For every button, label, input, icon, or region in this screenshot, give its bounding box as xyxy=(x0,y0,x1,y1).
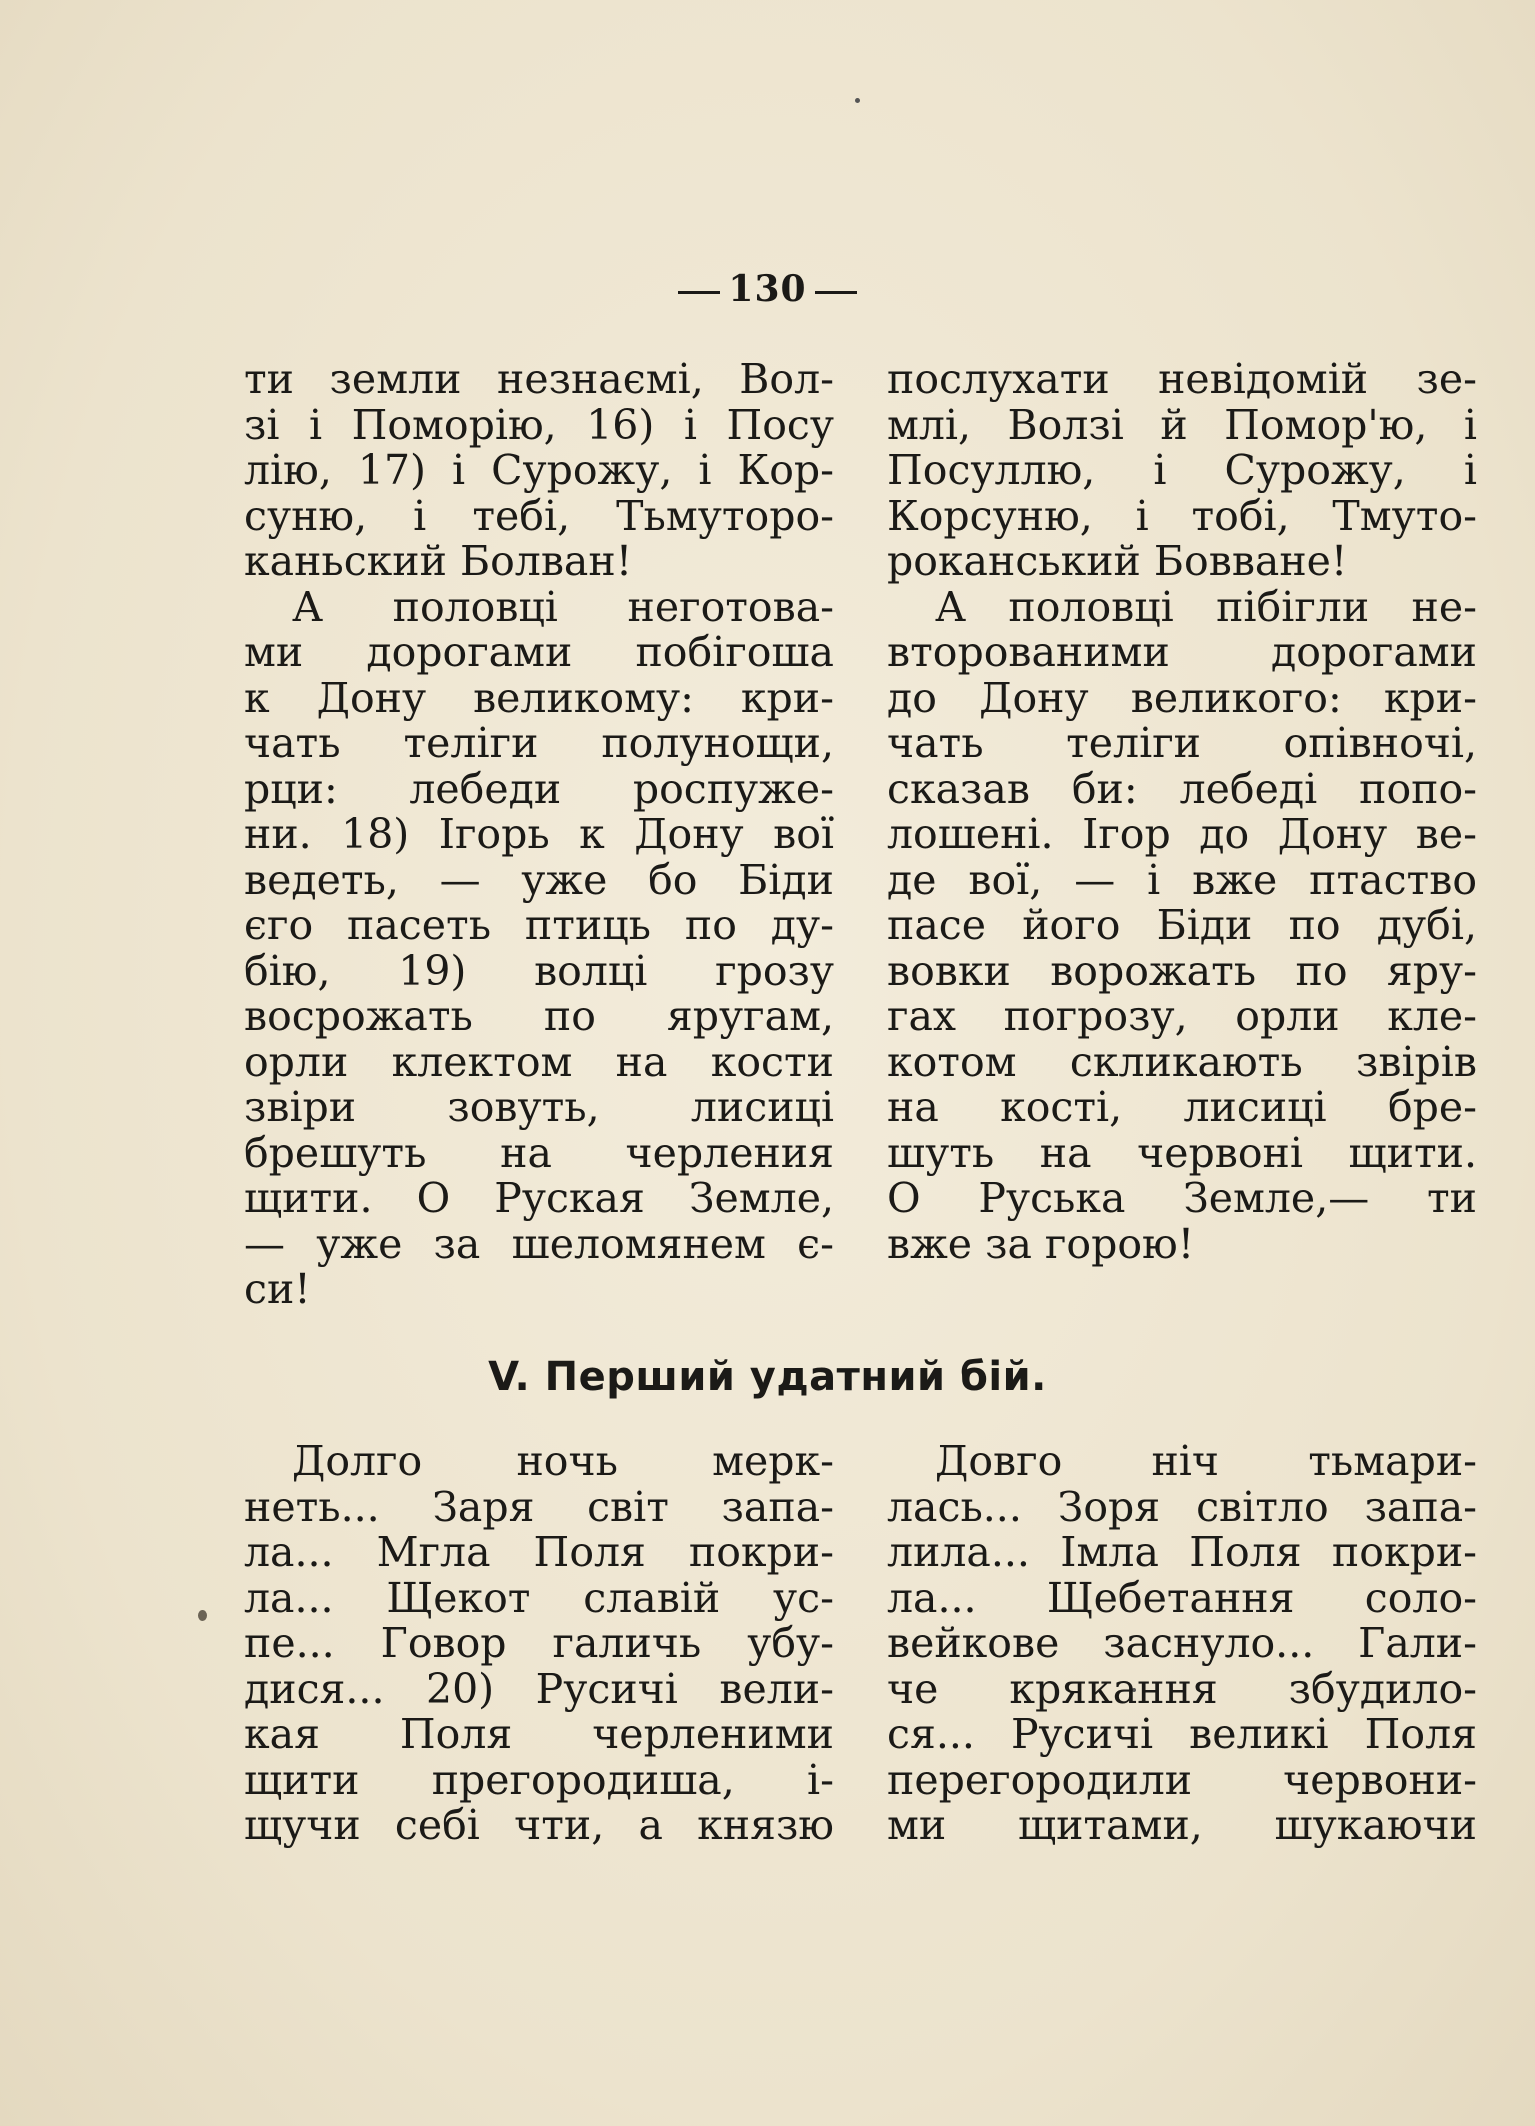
text-line: ла... Щебетання соло- xyxy=(887,1573,1477,1622)
text-line: ми щитами, шукаючи xyxy=(887,1801,1477,1849)
text-line: де вої, — і вже птаство xyxy=(887,855,1477,904)
text-line: перегородили червони- xyxy=(887,1755,1477,1804)
dash-right xyxy=(815,291,857,294)
text-line: щити. О Руская Земле, xyxy=(244,1174,834,1222)
text-line: лила... Імла Поля покри- xyxy=(887,1528,1477,1576)
text-line: Долго ночь мерк- xyxy=(292,1437,834,1485)
text-line: Посуллю, і Сурожу, і xyxy=(887,446,1477,494)
text-line: второваними дорогами xyxy=(887,628,1477,676)
text-line: бію, 19) волці грозу xyxy=(244,946,834,995)
text-line: лошені. Ігор до Дону ве- xyxy=(887,810,1477,858)
text-line: гах погрозу, орли кле- xyxy=(887,992,1477,1040)
top-right-column xyxy=(887,357,1477,1267)
top-left-column xyxy=(244,357,834,1313)
dash-left xyxy=(678,291,720,294)
ink-speck xyxy=(855,98,860,103)
text-line: чать теліги полунощи, xyxy=(244,719,834,767)
text-line: дися... 20) Русичі вели- xyxy=(244,1664,834,1713)
text-line: роканський Бовване! xyxy=(887,537,1348,585)
text-line: послухати невідомій зе- xyxy=(887,355,1477,403)
text-line: на кості, лисиці бре- xyxy=(887,1083,1477,1131)
text-line: лась... Зоря світло запа- xyxy=(887,1482,1477,1531)
text-line: восрожать по яругам, xyxy=(244,992,834,1040)
text-line: вже за горою! xyxy=(887,1219,1195,1268)
text-line: вовки ворожать по яру- xyxy=(887,946,1477,995)
text-line: вейкове заснуло... Гали- xyxy=(887,1619,1477,1667)
bottom-left-column xyxy=(244,1439,834,1849)
text-line: ся... Русичі великі Поля xyxy=(887,1710,1477,1758)
text-line: каньский Болван! xyxy=(244,537,633,585)
page-number: 130 xyxy=(728,268,807,310)
text-line: кая Поля черленими xyxy=(244,1710,834,1758)
text-line: зі і Поморію, 16) і Посу xyxy=(244,400,834,449)
text-line: си! xyxy=(244,1265,311,1313)
text-line: сказав би: лебеді попо- xyxy=(887,764,1477,813)
text-line: шуть на червоні щити. xyxy=(887,1128,1477,1177)
page-number-header xyxy=(0,268,1535,310)
text-line: котом скликають звірів xyxy=(887,1037,1477,1086)
text-line: О Руська Земле,— ти xyxy=(887,1174,1477,1222)
text-line: к Дону великому: кри- xyxy=(244,673,834,722)
text-line: рци: лебеди роспуже- xyxy=(244,764,834,813)
text-line: щити прегородиша, і- xyxy=(244,1755,834,1804)
bottom-right-column xyxy=(887,1439,1477,1849)
text-line: ни. 18) Ігорь к Дону вої xyxy=(244,810,834,858)
text-line: до Дону великого: кри- xyxy=(887,673,1477,722)
text-line: ла... Мгла Поля покри- xyxy=(244,1528,834,1576)
text-line: ла... Щекот славій ус- xyxy=(244,1573,834,1622)
ink-speck xyxy=(198,1610,207,1621)
text-line: орли клектом на кости xyxy=(244,1037,834,1086)
text-line: че крякання збудило- xyxy=(887,1664,1477,1713)
text-line: пасе його Біди по дубі, xyxy=(887,901,1477,949)
section-heading: V. Перший удатний бій. xyxy=(488,1354,1047,1400)
text-line: — уже за шеломянем є- xyxy=(244,1219,834,1268)
text-line: єго пасеть птиць по ду- xyxy=(244,901,834,949)
text-line: ведеть, — уже бо Біди xyxy=(244,855,834,904)
text-line: пе... Говор галичь убу- xyxy=(244,1619,834,1667)
text-line: лію, 17) і Сурожу, і Кор- xyxy=(244,446,834,494)
text-line: суню, і тебі, Тьмуторо- xyxy=(244,491,834,540)
text-line: ти земли незнаємі, Вол- xyxy=(244,355,834,403)
text-line: ми дорогами побігоша xyxy=(244,628,834,676)
text-line: млі, Волзі й Помор'ю, і xyxy=(887,400,1477,449)
text-line: А половці пібігли не- xyxy=(935,582,1477,631)
text-line: звіри зовуть, лисиці xyxy=(244,1083,834,1131)
text-line: чать теліги опівночі, xyxy=(887,719,1477,767)
text-line: брешуть на черления xyxy=(244,1128,834,1177)
text-line: Корсуню, і тобі, Тмуто- xyxy=(887,491,1477,540)
text-line: Довго ніч тьмари- xyxy=(935,1437,1477,1485)
text-line: неть... Заря світ запа- xyxy=(244,1482,834,1531)
text-line: А половці неготова- xyxy=(292,582,834,631)
text-line: щучи себі чти, а князю xyxy=(244,1801,834,1849)
